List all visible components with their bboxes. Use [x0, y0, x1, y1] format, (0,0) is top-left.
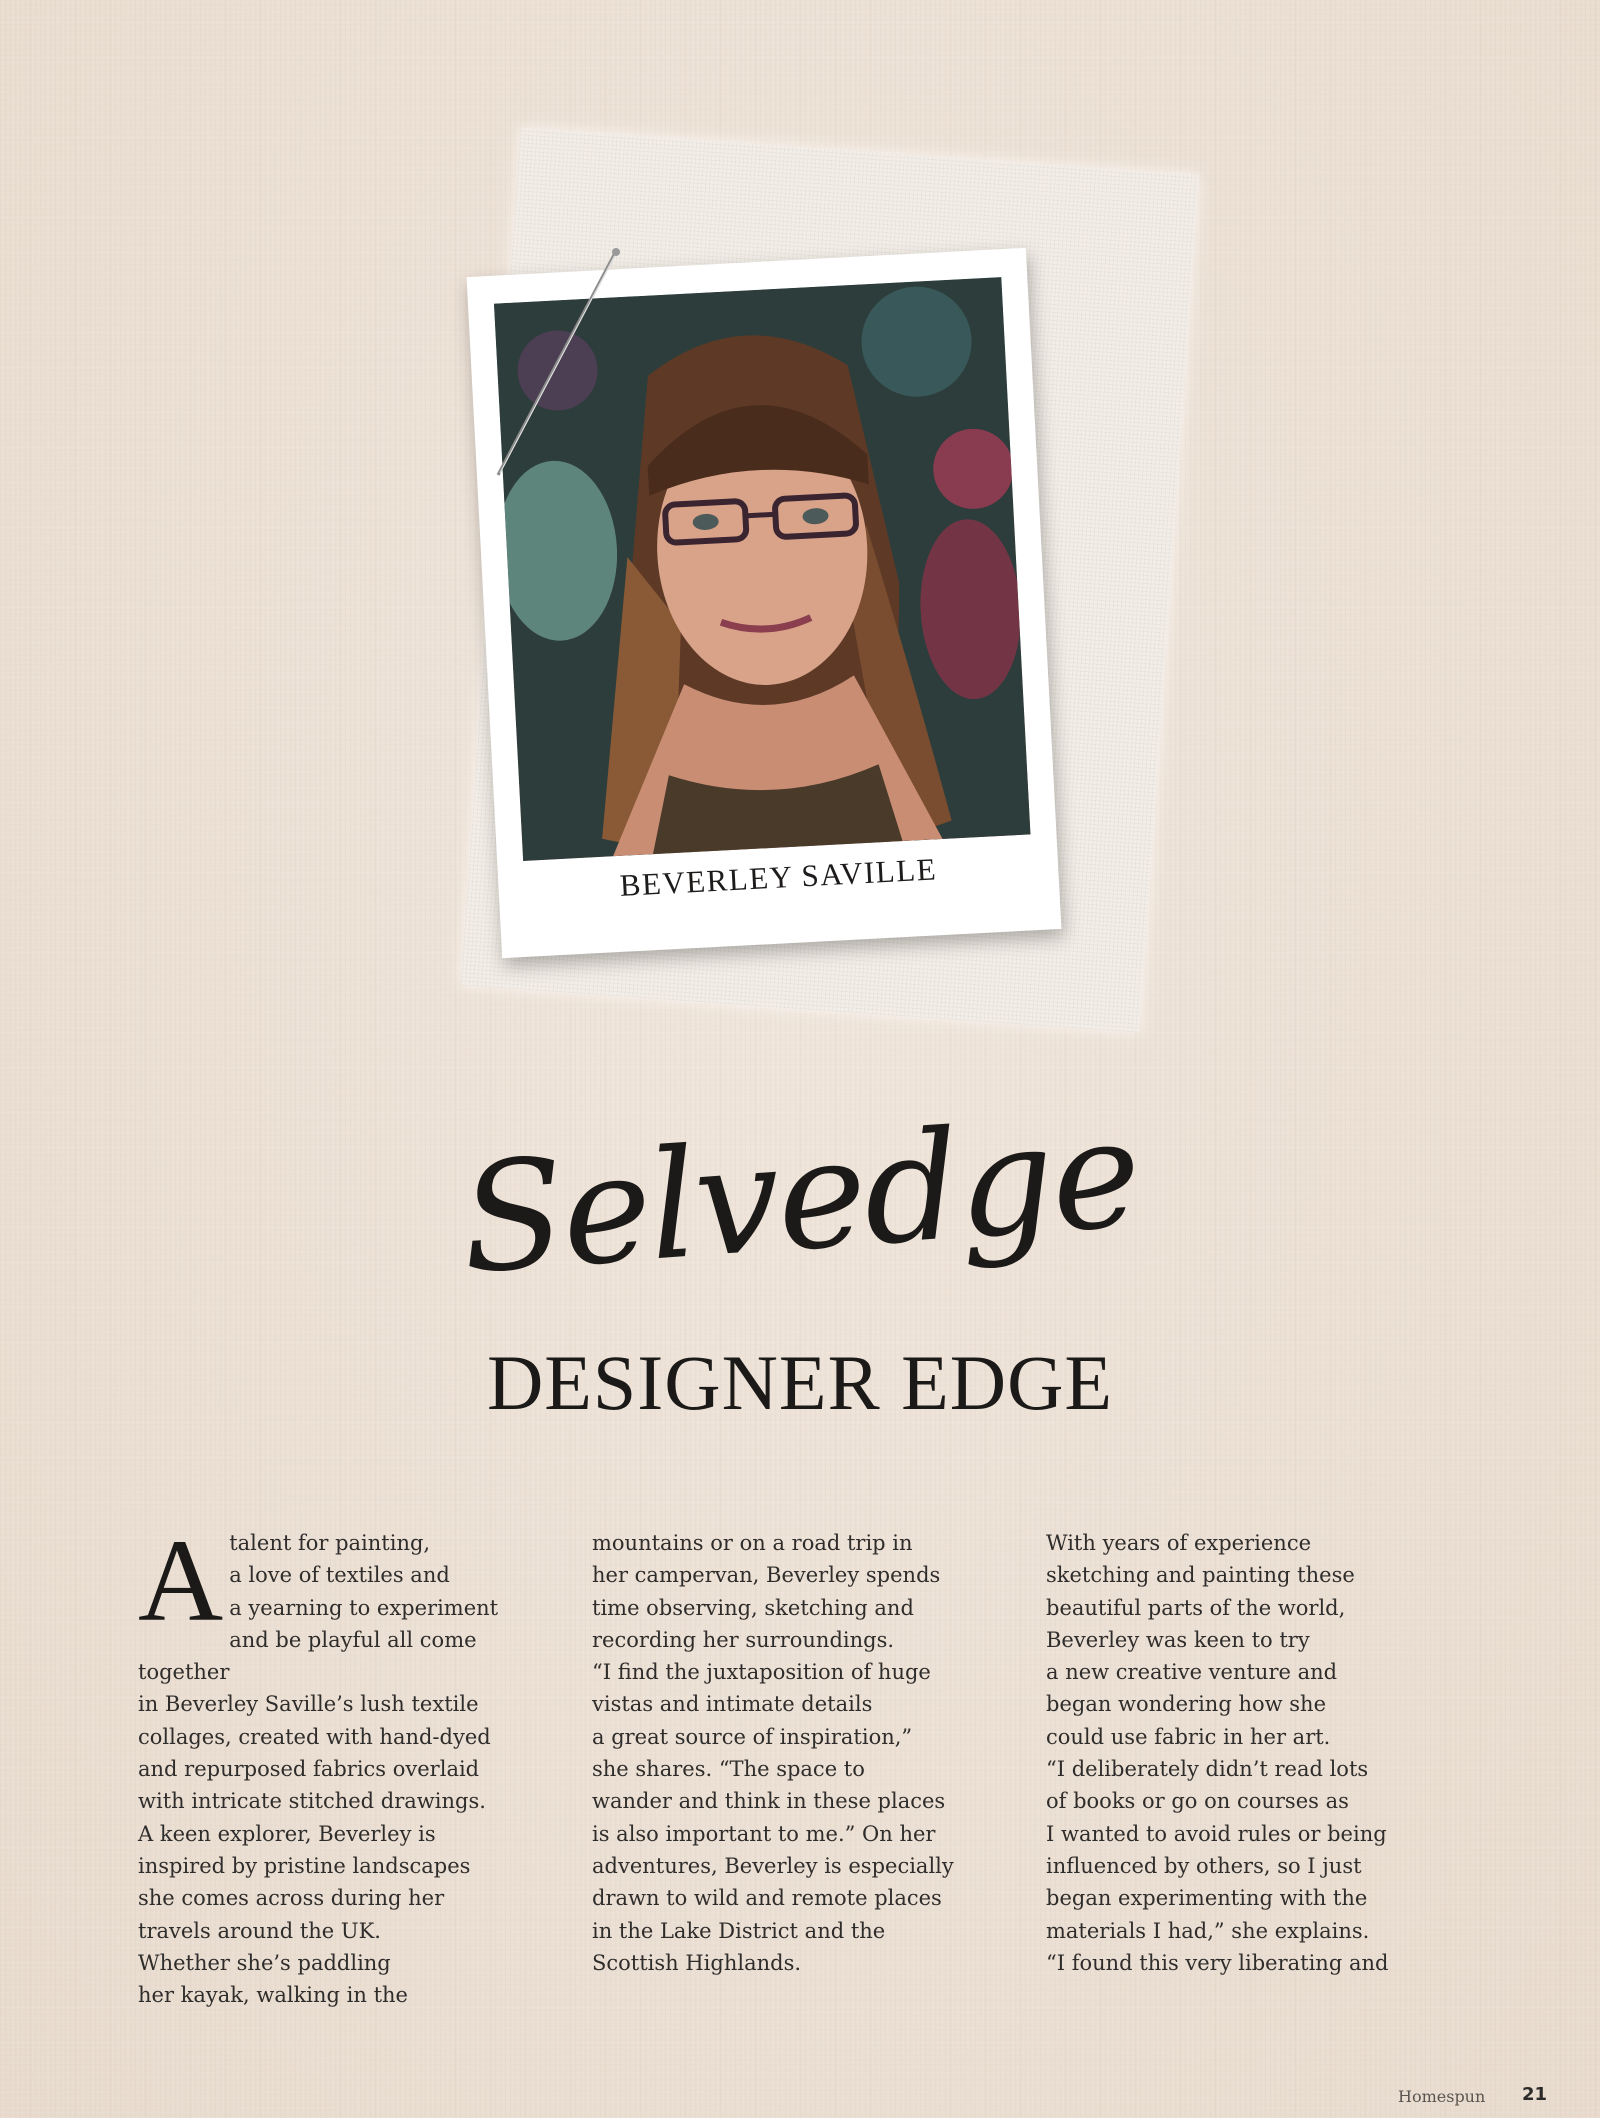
column-1-text: talent for painting, a love of textiles and a yearning to experiment and be playful all come together in Beverley Saville’s lush textile collages, created with hand-dyed and repurposed fabrics overlaid with intricate stitched drawings. A keen explorer, Beverley is inspired by pristine landscapes she comes across during her travels around the UK. Whether she’s paddling her kayak, walking in the — [138, 1531, 499, 2008]
photo-caption: BEVERLEY SAVILLE — [618, 851, 938, 903]
article-column-2: mountains or on a road trip in her campervan, Beverley spends time observing, sketching and recording her surroundings. “I find the juxtaposition of huge vistas and intimate details a great source of inspiration,” she shares. “The space to wander and think in these places is also important to me.” On her adventures, Beverley is especially drawn to wild and remote places in the Lake District and the Scottish Highlands. — [592, 1531, 954, 1975]
page-title: DESIGNER EDGE — [486, 1339, 1114, 1426]
article-column-3: With years of experience sketching and painting these beautiful parts of the world, Beverley was keen to try a new creative venture and began wondering how she could use fabric in her art. “I deliberately didn’t read lots of books or go on courses as I wanted to avoid rules or being influenced by others, so I just began experimenting with the materials I had,” she explains. “I found this very liberating and — [1046, 1531, 1389, 1975]
magazine-name: Homespun — [1398, 2087, 1486, 2106]
script-title: Selvedge — [455, 1086, 1145, 1308]
article-column-1 — [138, 1515, 558, 2011]
sewing-pin-icon — [480, 245, 630, 485]
page-number: 21 — [1522, 2084, 1548, 2105]
drop-cap: A — [138, 1515, 224, 1646]
